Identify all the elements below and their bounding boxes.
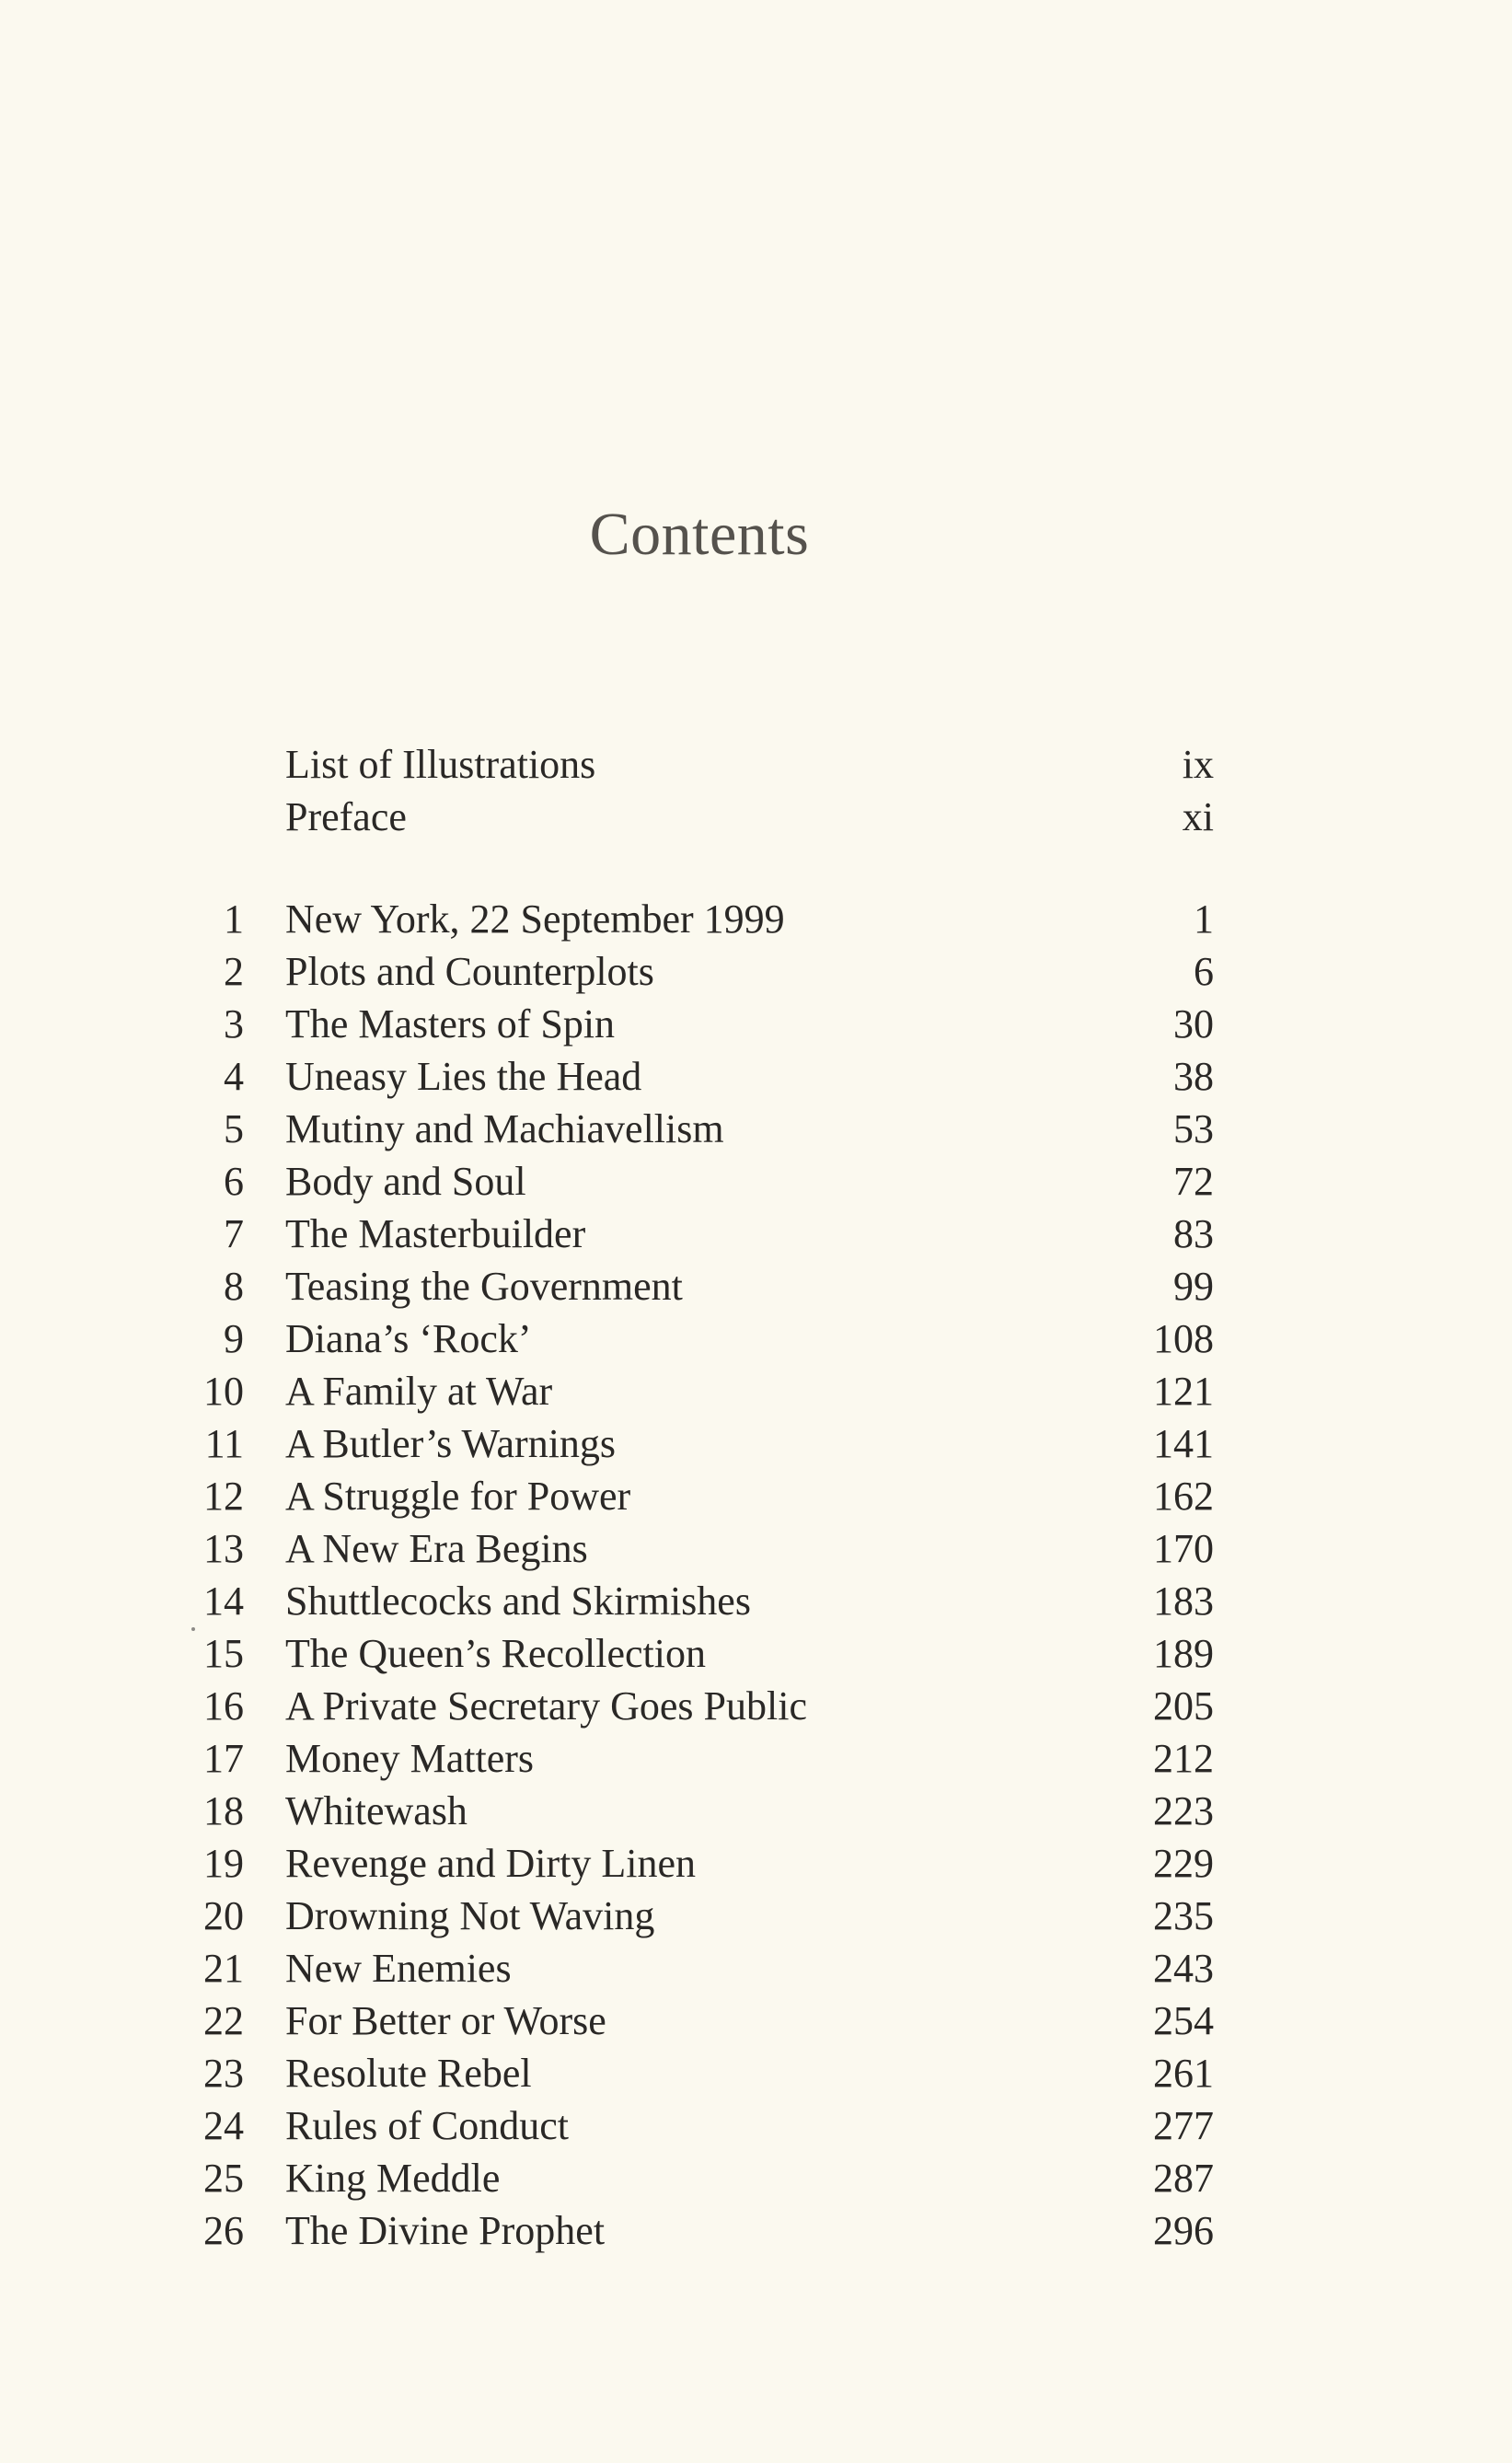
toc-entry-chapter <box>0 893 1512 945</box>
chapter-number: 1 <box>224 896 244 942</box>
chapter-title: Uneasy Lies the Head <box>285 1054 642 1099</box>
toc-entry-chapter <box>0 1890 1512 1942</box>
chapter-number: 15 <box>203 1631 244 1676</box>
chapter-title: A Butler’s Warnings <box>285 1421 617 1466</box>
chapter-number: 11 <box>204 1421 244 1466</box>
chapter-title: Resolute Rebel <box>285 2051 532 2096</box>
toc-entry-chapter <box>0 945 1512 998</box>
toc-entry-page: xi <box>1182 794 1214 839</box>
toc-entry-chapter <box>0 1050 1512 1103</box>
chapter-page: 212 <box>1153 1736 1214 1781</box>
toc-entry-front-matter <box>0 791 1512 843</box>
chapter-page: 162 <box>1153 1474 1214 1519</box>
chapter-number: 17 <box>203 1736 244 1781</box>
chapter-number: 14 <box>203 1578 244 1624</box>
chapter-page: 205 <box>1153 1683 1214 1729</box>
chapter-page: 108 <box>1153 1316 1214 1361</box>
chapter-title: A Private Secretary Goes Public <box>285 1683 807 1729</box>
toc-entry-chapter <box>0 1312 1512 1365</box>
toc-entry-chapter <box>0 1522 1512 1575</box>
toc-entry-chapter <box>0 998 1512 1050</box>
chapter-title: A Family at War <box>285 1369 553 1414</box>
chapter-page: 99 <box>1173 1264 1214 1309</box>
chapter-page: 287 <box>1153 2156 1214 2201</box>
chapter-title: The Masters of Spin <box>285 1001 616 1046</box>
chapter-number: 23 <box>203 2051 244 2096</box>
chapter-page: 38 <box>1173 1054 1214 1099</box>
toc-entry-chapter <box>0 1995 1512 2047</box>
chapter-page: 235 <box>1153 1893 1214 1938</box>
toc-entry-chapter <box>0 2047 1512 2099</box>
chapter-title: A New Era Begins <box>285 1526 588 1571</box>
chapter-page: 277 <box>1153 2103 1214 2148</box>
toc-entry-chapter <box>0 2152 1512 2204</box>
toc-entry-label: Preface <box>285 794 407 839</box>
chapter-title: A Struggle for Power <box>285 1474 631 1519</box>
chapter-number: 12 <box>203 1474 244 1519</box>
chapter-title: Revenge and Dirty Linen <box>285 1841 696 1886</box>
chapter-title: The Masterbuilder <box>285 1211 586 1256</box>
chapter-number: 19 <box>203 1841 244 1886</box>
chapter-title: Rules of Conduct <box>285 2103 569 2148</box>
toc-entry-chapter <box>0 1942 1512 1995</box>
chapter-title: Shuttlecocks and Skirmishes <box>285 1578 751 1624</box>
toc-entry-chapter <box>0 1208 1512 1260</box>
chapter-page: 1 <box>1194 896 1214 942</box>
chapter-page: 183 <box>1153 1578 1214 1624</box>
chapter-number: 4 <box>224 1054 244 1099</box>
chapter-title: Teasing the Government <box>285 1264 683 1309</box>
chapter-page: 296 <box>1153 2208 1214 2253</box>
toc-entry-chapter <box>0 1680 1512 1732</box>
page-title: Contents <box>589 501 810 568</box>
chapter-page: 53 <box>1173 1106 1214 1151</box>
chapter-number: 20 <box>203 1893 244 1938</box>
toc-entry-front-matter <box>0 738 1512 791</box>
chapter-title: Body and Soul <box>285 1159 526 1204</box>
chapter-title: Plots and Counterplots <box>285 949 654 994</box>
chapter-number: 18 <box>203 1788 244 1833</box>
chapter-number: 22 <box>203 1998 244 2043</box>
chapter-title: New York, 22 September 1999 <box>285 896 785 942</box>
chapter-number: 3 <box>224 1001 244 1046</box>
chapter-number: 26 <box>203 2208 244 2253</box>
toc-entry-chapter <box>0 1260 1512 1312</box>
chapter-number: 5 <box>224 1106 244 1151</box>
chapter-page: 254 <box>1153 1998 1214 2043</box>
print-speck <box>191 1627 195 1631</box>
chapter-title: King Meddle <box>285 2156 501 2201</box>
toc-entry-chapter <box>0 1575 1512 1627</box>
chapter-title: Money Matters <box>285 1736 535 1781</box>
toc-entry-chapter <box>0 1837 1512 1890</box>
chapter-number: 21 <box>203 1946 244 1991</box>
chapter-page: 141 <box>1153 1421 1214 1466</box>
chapter-title: For Better or Worse <box>285 1998 606 2043</box>
chapter-page: 170 <box>1153 1526 1214 1571</box>
chapter-title: The Queen’s Recollection <box>285 1631 706 1676</box>
chapter-page: 229 <box>1153 1841 1214 1886</box>
chapter-number: 10 <box>203 1369 244 1414</box>
toc-entry-chapter <box>0 2204 1512 2257</box>
toc-entry-chapter <box>0 1417 1512 1470</box>
chapter-number: 9 <box>224 1316 244 1361</box>
chapter-title: Drowning Not Waving <box>285 1893 655 1938</box>
toc-entry-chapter <box>0 1627 1512 1680</box>
chapter-number: 2 <box>224 949 244 994</box>
chapter-page: 30 <box>1173 1001 1214 1046</box>
toc-entry-label: List of Illustrations <box>285 742 596 787</box>
toc-entry-chapter <box>0 2099 1512 2152</box>
chapter-page: 121 <box>1153 1369 1214 1414</box>
chapter-title: New Enemies <box>285 1946 512 1991</box>
chapter-page: 72 <box>1173 1159 1214 1204</box>
toc-entry-page: ix <box>1182 742 1214 787</box>
chapter-number: 7 <box>224 1211 244 1256</box>
chapter-title: Mutiny and Machiavellism <box>285 1106 724 1151</box>
toc-entry-chapter <box>0 1470 1512 1522</box>
chapter-page: 6 <box>1194 949 1214 994</box>
chapter-number: 25 <box>203 2156 244 2201</box>
chapter-number: 13 <box>203 1526 244 1571</box>
chapter-title: Whitewash <box>285 1788 467 1833</box>
chapter-page: 243 <box>1153 1946 1214 1991</box>
chapter-number: 24 <box>203 2103 244 2148</box>
chapter-page: 261 <box>1153 2051 1214 2096</box>
toc-entry-chapter <box>0 1103 1512 1155</box>
toc-entry-chapter <box>0 1155 1512 1208</box>
chapter-page: 83 <box>1173 1211 1214 1256</box>
chapter-page: 223 <box>1153 1788 1214 1833</box>
toc-entry-chapter <box>0 1785 1512 1837</box>
chapter-number: 8 <box>224 1264 244 1309</box>
toc-entry-chapter <box>0 1732 1512 1785</box>
chapter-title: Diana’s ‘Rock’ <box>285 1316 532 1361</box>
chapter-number: 6 <box>224 1159 244 1204</box>
toc-entry-chapter <box>0 1365 1512 1417</box>
chapter-number: 16 <box>203 1683 244 1729</box>
chapter-page: 189 <box>1153 1631 1214 1676</box>
chapter-title: The Divine Prophet <box>285 2208 606 2253</box>
